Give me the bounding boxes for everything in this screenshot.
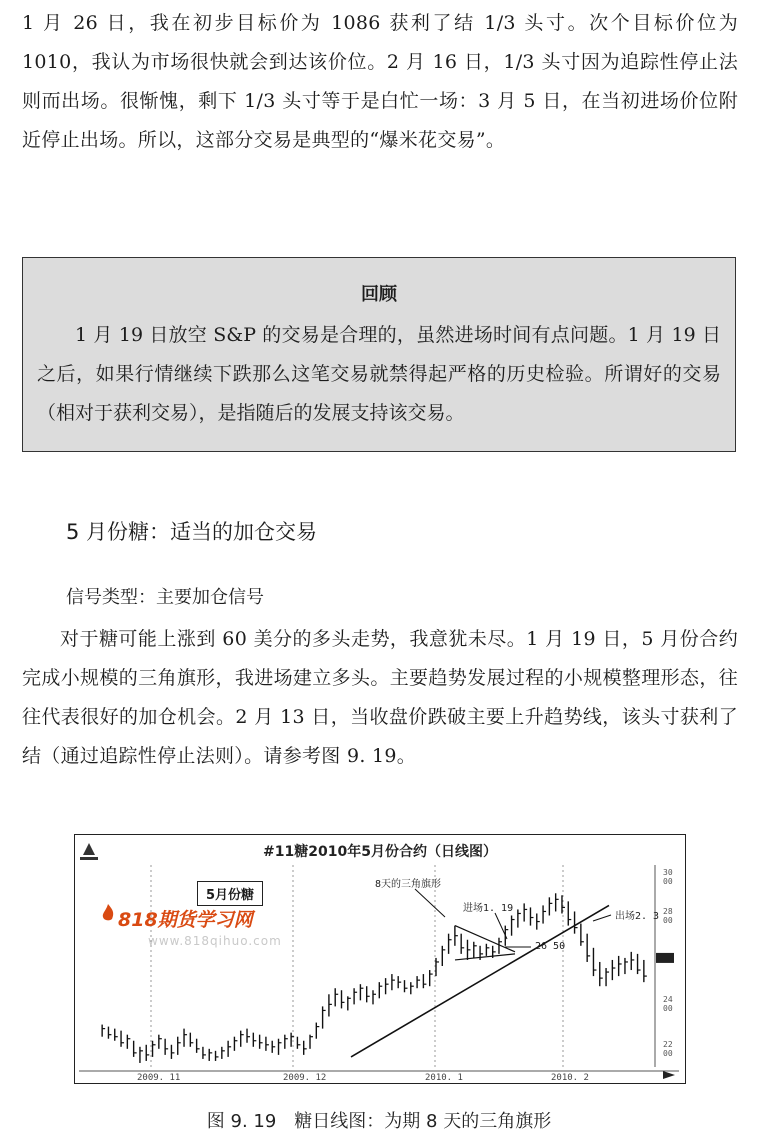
scroll-right-icon	[663, 1071, 675, 1079]
figure-caption: 图 9. 19 糖日线图：为期 8 天的三角旗形	[206, 1111, 552, 1132]
exit-arrow	[593, 915, 611, 921]
x-tick: 2009. 11	[137, 1073, 181, 1083]
chart-plot	[75, 835, 684, 1082]
review-text: 1 月 19 日放空 S&P 的交易是合理的，虽然进场时间有点问题。1 月 19 日之后，如果行情继续下跌那么这笔交易就禁得起严格的历史检验。所谓好的交易（相对于获利交易），是指随后的发展支持该交易。	[37, 324, 721, 424]
signal-type: 信号类型：主要加仓信号	[66, 587, 264, 608]
y-tick: 22 00	[663, 1040, 673, 1058]
intro-paragraph: 1 月 26 日，我在初步目标价为 1086 获利了结 1/3 头寸。次个目标价位为 1010，我认为市场很快就会到达该价位。2 月 16 日，1/3 头寸因为追踪性停止法则而出场。很惭愧，剩下 1/3 头寸等于是白忙一场：3 月 5 日，在当初进场价位附近停止出场。所以，这部分交易是典型的“爆米花交易”。	[22, 12, 738, 151]
sugar-daily-chart	[74, 834, 686, 1084]
annotation-exit: 出场2. 3	[615, 911, 660, 922]
watermark-text: 818期货学习网	[118, 909, 253, 931]
body-paragraph: 对于糖可能上涨到 60 美分的多头走势，我意犹未尽。1 月 19 日，5 月份合约完成小规模的三角旗形，我进场建立多头。主要趋势发展过程的小规模整理形态，往往代表很好的加仓机会。2 月 13 日，当收盘价跌破主要上升趋势线，该头寸获利了结（通过追踪性停止法则）。请参考图 9. 19。	[22, 628, 738, 767]
y-tick: 28 00	[663, 907, 673, 925]
annotation-price: 26 50	[535, 941, 566, 952]
price-marker	[656, 953, 674, 963]
y-tick: 30 00	[663, 868, 673, 886]
review-title: 回顾	[361, 284, 397, 305]
y-tick: 24 00	[663, 995, 673, 1013]
review-box	[22, 257, 736, 452]
chart-label: 5月份糖	[197, 881, 263, 906]
section-title: 5 月份糖：适当的加仓交易	[66, 520, 318, 544]
annotation-pennant: 8天的三角旗形	[375, 879, 442, 890]
x-tick: 2010. 1	[425, 1073, 463, 1083]
pennant-arrow	[415, 889, 445, 917]
chart-title: #11糖2010年5月份合约（日线图）	[263, 844, 497, 860]
x-tick: 2009. 12	[283, 1073, 327, 1083]
uptrend-line	[351, 905, 609, 1057]
annotation-entry: 进场1. 19	[463, 903, 514, 914]
watermark-flame-icon	[100, 903, 116, 921]
x-tick: 2010. 2	[551, 1073, 589, 1083]
watermark-url: www.818qihuo.com	[148, 934, 282, 948]
pennant-lower-line	[455, 954, 515, 960]
